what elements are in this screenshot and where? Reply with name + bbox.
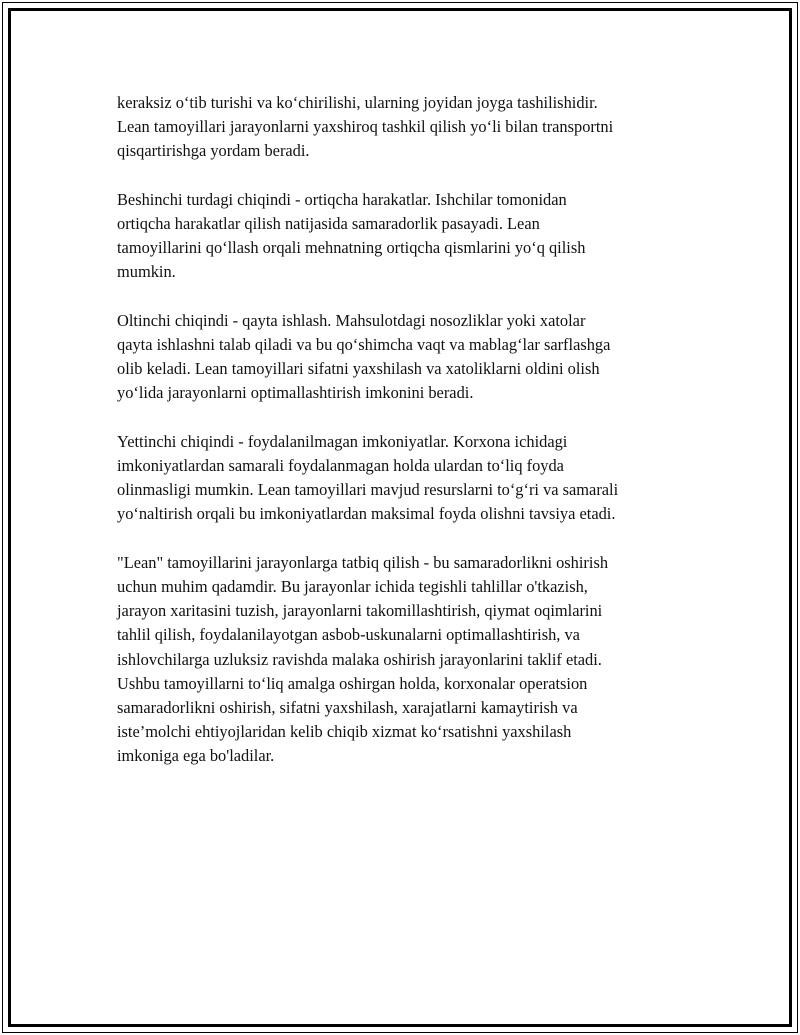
paragraph-unused-potential: Yettinchi chiqindi - foydalanilmagan imkoniyatlar. Korxona ichidagi imkoniyatlardan samarali foydalanmagan holda ulardan to‘liq foyda olinmasligi mumkin. Lean tamoyillari mavjud resurslarni to‘g‘ri va samarali yo‘naltirish orqali bu imkoniyatlardan maksimal foyda olishni tavsiya etadi. [117, 431, 619, 524]
paragraph-rework: Oltinchi chiqindi - qayta ishlash. Mahsulotdagi nosozliklar yoki xatolar qayta ishlashni talab qiladi va bu qo‘shimcha vaqt va mablag‘lar sarflashga olib keladi. Lean tamoyillari sifatni yaxshilash va xatoliklarni oldini olish yo‘lida jarayonlarni optimallashtirish imkonini beradi. [117, 310, 611, 403]
paragraph-excess-motion: Beshinchi turdagi chiqindi - ortiqcha harakatlar. Ishchilar tomonidan ortiqcha harakatlar qilish natijasida samaradorlik pasayadi. Lean tamoyillarini qo‘llash orqali mehnatning ortiqcha qismlarini yo‘q qilish mumkin. [117, 189, 586, 282]
paragraph-transport: keraksiz o‘tib turishi va ko‘chirilishi, ularning joyidan joyga tashilishidir. Lean tamoyillari jarayonlarni yaxshiroq tashkil qilish yo‘li bilan transportni qisqartirishga yordam beradi. [117, 93, 614, 161]
paragraph-lean-conclusion: "Lean" tamoyillarini jarayonlarga tatbiq qilish - bu samaradorlikni oshirish uchun muhim qadamdir. Bu jarayonlar ichida tegishli tahlillar o'tkazish, jarayon xaritasini tuzish, jarayonlarni takomillashtirish, qiymat oqimlarini tahlil qilish, foydalanilayotgan asbob-uskunalarni optimallashtirish, va ishlovchilarga uzluksiz ravishda malaka oshirish jarayonlarini taklif etadi. Ushbu tamoyillarni to‘liq amalga oshirgan holda, korxonalar operatsion samaradorlikni oshirish, sifatni yaxshilash, xarajatlarni kamaytirish va iste’molchi ehtiyojlaridan kelib chiqib xizmat ko‘rsatishni yaxshilash imkoniga ega bo'ladilar. [117, 552, 609, 766]
document-body [117, 91, 685, 793]
